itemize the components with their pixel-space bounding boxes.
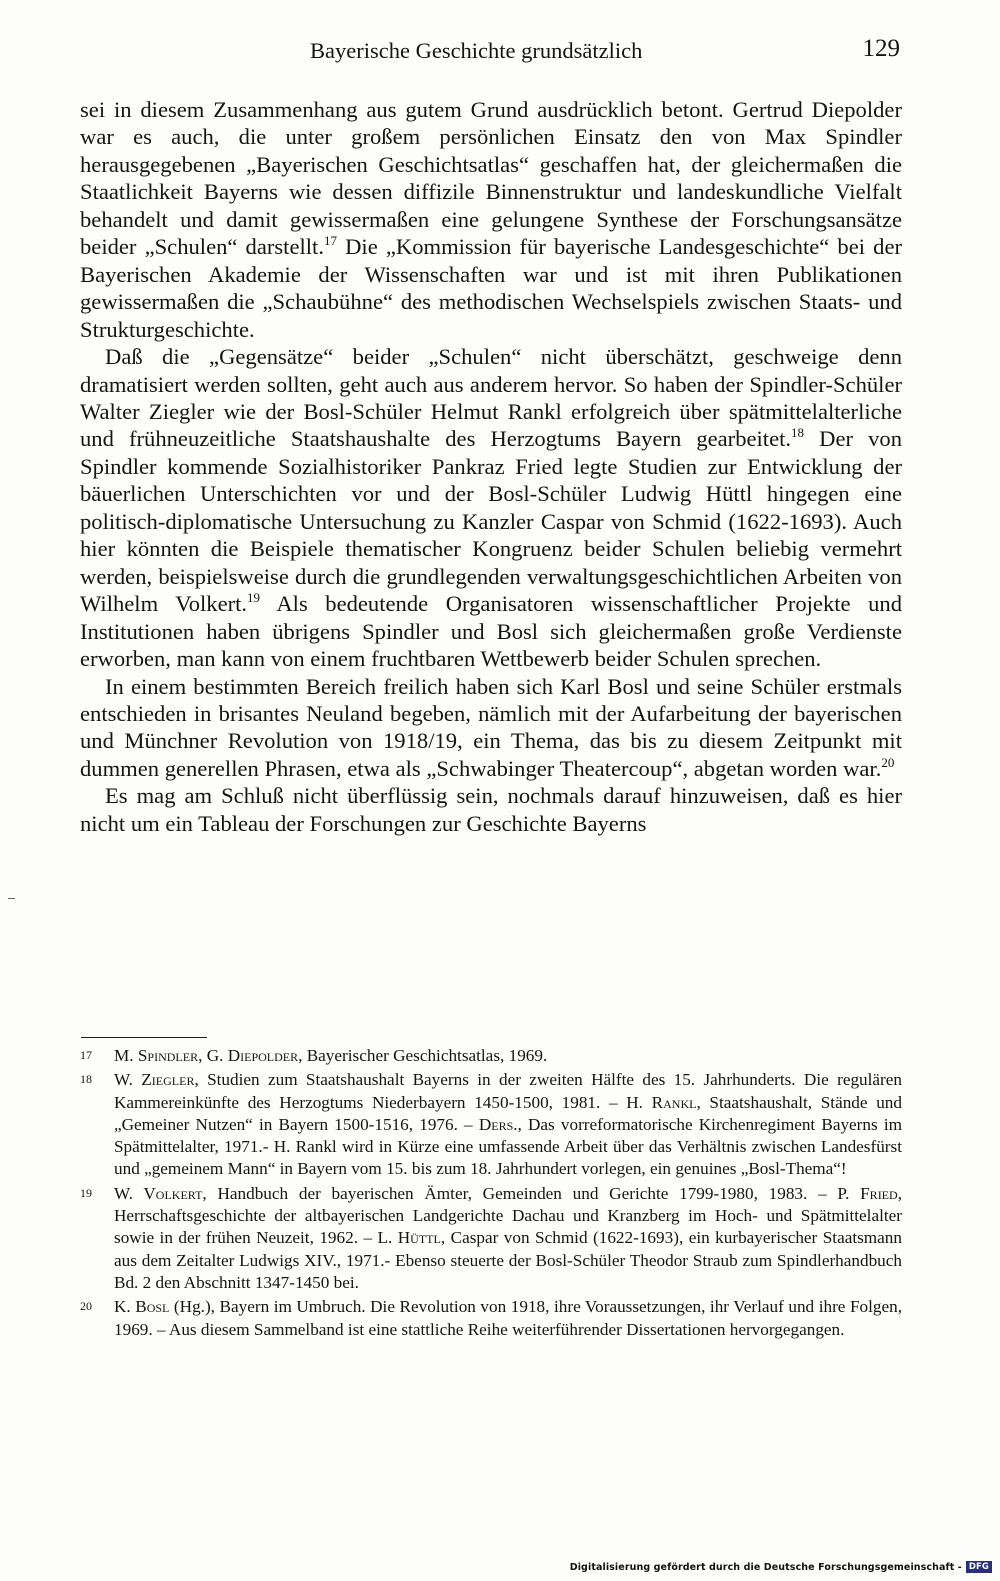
paragraph-4: Es mag am Schluß nicht überflüssig sein, nochmals darauf hinzuweisen, daß es hier nicht um ein Tableau der Forschungen zur Geschichte Bayerns (80, 783, 902, 836)
footnote-number: 18 (80, 1072, 92, 1087)
footnote-number: 17 (80, 1048, 92, 1062)
author-name: W. Ziegler (114, 1070, 195, 1090)
author-name: L. Hüttl (377, 1228, 441, 1248)
footnote-number: 19 (80, 1185, 92, 1200)
author-name: Ders. (478, 1114, 518, 1134)
page-number: 129 (862, 35, 900, 62)
margin-mark (8, 898, 15, 899)
footnote-ref-18[interactable]: 18 (791, 425, 805, 441)
footnote-ref-20[interactable]: 20 (881, 754, 895, 770)
running-head: Bayerische Geschichte grundsätzlich (310, 38, 643, 63)
author-name: W. Volkert (114, 1183, 203, 1203)
page-header (80, 35, 900, 72)
footnote-ref-19[interactable]: 19 (247, 590, 261, 606)
main-text (80, 96, 902, 837)
footnote-divider (81, 1037, 207, 1038)
paragraph-1: sei in diesem Zusammenhang aus gutem Grund ausdrücklich betont. Gertrud Diepolder war es auch, die unter großem persönlichen Einsatz den von Max Spindler herausgegebenen „Bayerischen Geschichtsatlas“ geschaffen hat, der gleichermaßen die Staatlichkeit Bayerns wie dessen diffizile Binnenstruktur und landeskundliche Vielfalt behandelt und damit gewissermaßen eine gelungene Synthese der Forschungsansätze beider „Schulen“ darstellt.$^{17}$ Die „Kommission für bayerische Landesgeschichte“ bei der Bayerischen Akademie der Wissenschaften war und ist mit ihren Publikationen gewissermaßen die „Schaubühne“ des methodischen Wechselspiels zwischen Staats- und Strukturgeschichte. (80, 97, 903, 342)
credit-text: Digitalisierung gefördert durch die Deutsche Forschungsgemeinschaft - (569, 1561, 962, 1573)
footnote-20: 20 K. Bosl (Hg.), Bayern im Umbruch. Die Revolution von 1918, ihre Voraussetzungen, ihr Verlauf und ihre Folgen, 1969. – Aus diesem Sammelband ist eine stattliche Reihe weiterführender Dissertationen hervorgegangen. (80, 1297, 903, 1339)
digitization-credit (570, 1561, 992, 1573)
author-name: G. Diepolder (206, 1046, 299, 1065)
author-name: M. Spindler (114, 1046, 199, 1065)
footnote-number: 20 (80, 1299, 92, 1314)
paragraph-2: Daß die „Gegensätze“ beider „Schulen“ nicht überschätzt, geschweige denn dramatisiert werden sollten, geht auch aus anderem hervor. So haben der Spindler-Schüler Walter Ziegler wie der Bosl-Schüler Helmut Rankl erfolgreich über spätmittelalterliche und frühneuzeitliche Staatshaushalte des Herzogtums Bayern gearbeitet.$^{18}$ Der von Spindler kommende Sozialhistoriker Pankraz Fried legte Studien zur Entwicklung der bäuerlichen Unterschichten vor und der Bosl-Schüler Ludwig Hüttl hingegen eine politisch-diplomatische Untersuchung zu Kanzler Caspar von Schmid (1622-1693). Auch hier könnten die Beispiele thematischer Kongruenz beider Schulen beliebig vermehrt werden, beispielsweise durch die grundlegenden verwaltungsgeschichtlichen Arbeiten von Wilhelm Volkert.$^{19}$ Als bedeutende Organisatoren wissenschaftlicher Projekte und Institutionen haben übrigens Spindler und Bosl sich gleichermaßen große Verdienste erworben, man kann von einem fruchtbaren Wettbewerb beider Schulen sprechen. (80, 344, 902, 672)
footnote-19: 19 W. Volkert, Handbuch der bayerischen Ämter, Gemeinden und Gerichte 1799-1980, 1983. – P. Fried, Herrschaftsgeschichte der altbayerischen Landgerichte Dachau und Kranzberg im Hoch- und Spätmittelalter sowie in der frühen Neuzeit, 1962. – L. Hüttl, Caspar von Schmid (1622-1693), ein kurbayerischer Staatsmann aus dem Zeitalter Ludwigs XIV., 1971.- Ebenso steuerte der Bosl-Schüler Theodor Straub zum Spindlerhandbuch Bd. 2 den Abschnitt 1347-1450 bei. (80, 1183, 902, 1292)
footnote-18: 18 W. Ziegler, Studien zum Staatshaushalt Bayerns in der zweiten Hälfte des 15. Jahrhunderts. Die regulären Kammereinkünfte des Herzogtums Niederbayern 1450-1500, 1981. – H. Rankl, Staatshaushalt, Stände und „Gemeiner Nutzen“ in Bayern 1500-1516, 1976. – Ders., Das vorreformatorische Kirchenregiment Bayerns im Spätmittelalter, 1971.- H. Rankl wird in Kürze eine umfassende Arbeit über das Verhältnis zwischen Landesfürst und „gemeinem Mann“ in Bayern vom 15. bis zum 18. Jahrhundert vorlegen, ein genuines „Bosl-Thema“! (80, 1070, 902, 1179)
footnote-ref-17[interactable]: 17 (323, 233, 337, 249)
author-name: P. Fried (837, 1183, 898, 1203)
paragraph-3: In einem bestimmten Bereich freilich haben sich Karl Bosl und seine Schüler erstmals entschieden in brisantes Neuland begeben, nämlich mit der Aufarbeitung der bayerischen und Münchner Revolution von 1918/19, ein Thema, das bis zu diesem Zeitpunkt mit dummen generellen Phrasen, etwa als „Schwabinger Theatercoup“, abgetan worden war.$^{20}$ (80, 673, 902, 781)
author-name: K. Bosl (114, 1297, 170, 1317)
footnote-17: 17 M. Spindler, G. Diepolder, Bayerischer Geschichtsatlas, 1969. (80, 1046, 548, 1065)
footnotes (80, 1045, 902, 1343)
author-name: H. Rankl (626, 1092, 697, 1112)
dfg-logo-icon: DFG (966, 1561, 992, 1573)
